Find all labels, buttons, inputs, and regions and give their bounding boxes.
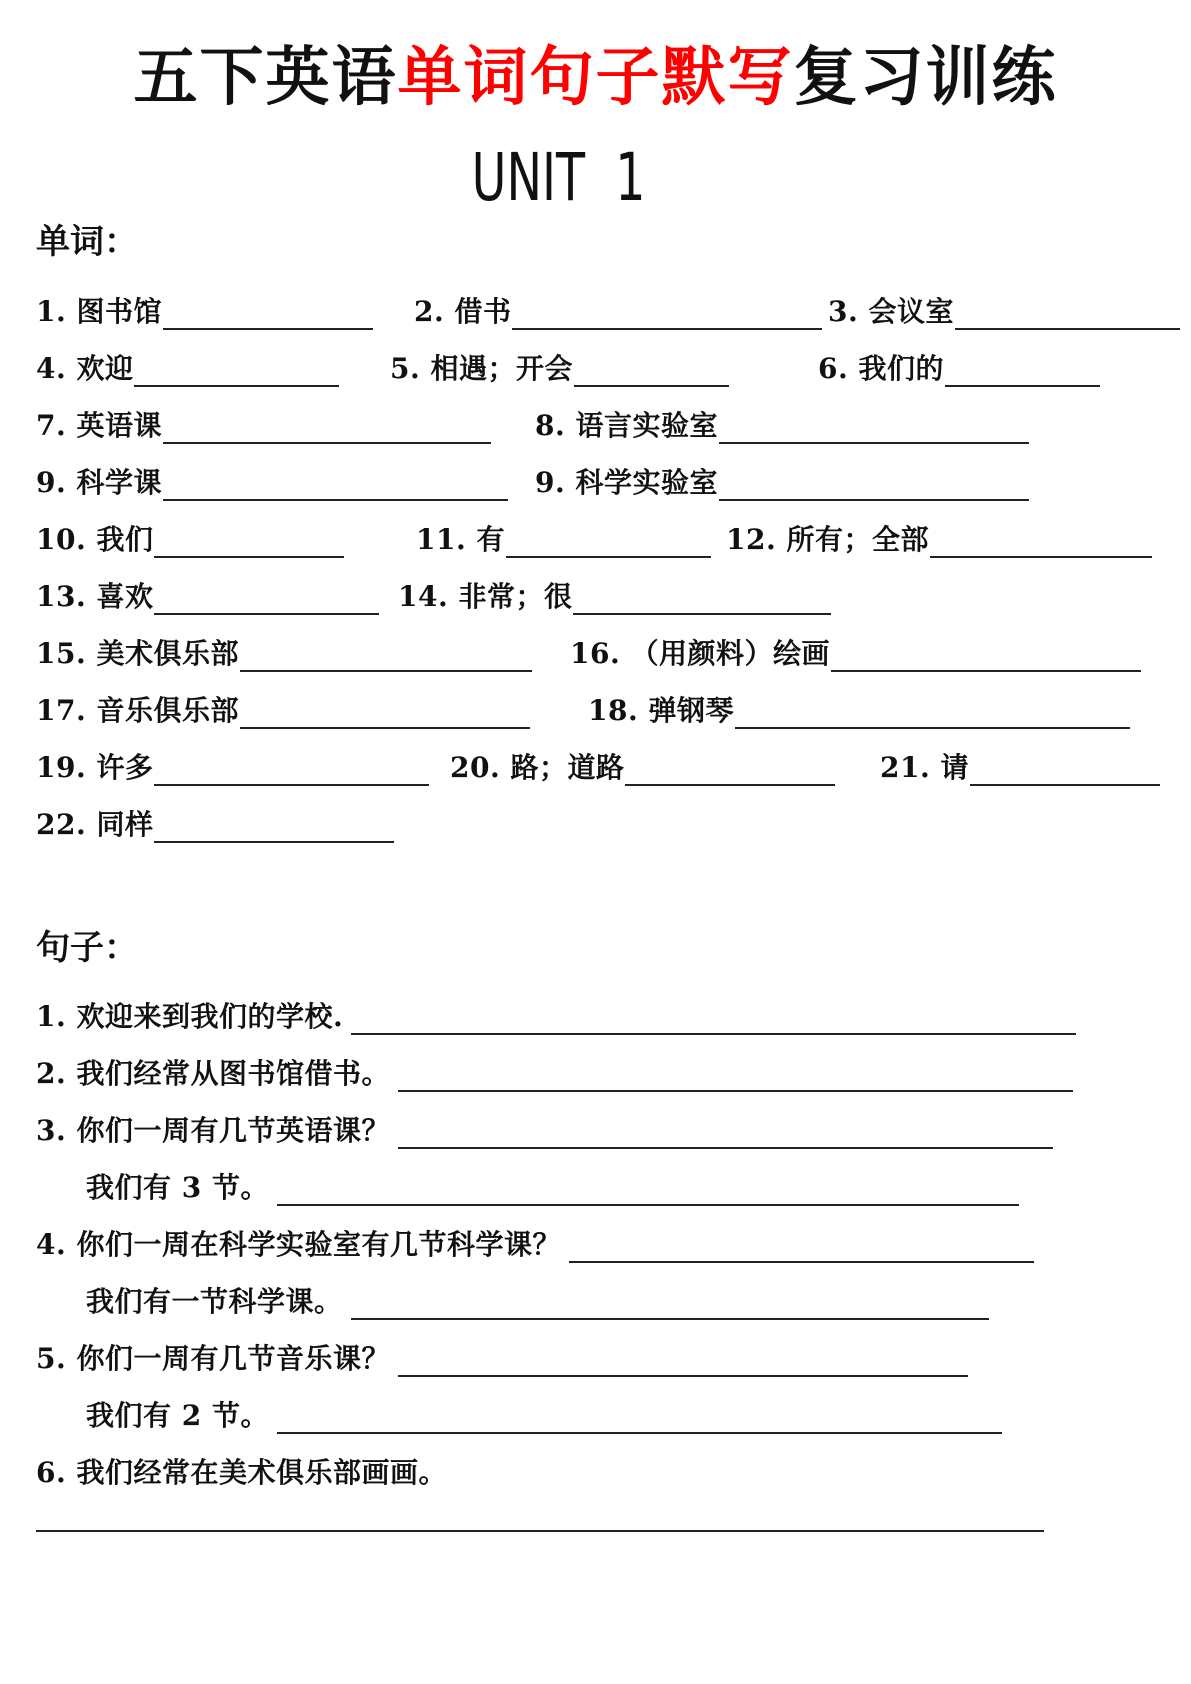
word-label: 7. 英语课 [36, 409, 162, 442]
answer-blank[interactable] [945, 351, 1100, 387]
word-row [0, 518, 1191, 558]
word-item [414, 290, 822, 330]
answer-blank[interactable] [512, 294, 822, 330]
sentence-item [86, 1280, 989, 1320]
answer-blank[interactable] [351, 1284, 989, 1320]
word-label: 9. 科学实验室 [535, 466, 718, 499]
word-label: 6. 我们的 [818, 352, 944, 385]
word-item [36, 461, 508, 501]
title-part-2-highlight: 单词句子默写 [397, 41, 794, 115]
word-item [36, 347, 339, 387]
answer-blank[interactable] [955, 294, 1180, 330]
word-item [36, 632, 532, 672]
answer-blank[interactable] [154, 579, 379, 615]
sentence-row [0, 1337, 1191, 1377]
sentence-label: 5. 你们一周有几节音乐课？ [36, 1342, 390, 1375]
unit-heading: UNIT 1 [471, 139, 646, 216]
sentence-label: 1. 欢迎来到我们的学校. [36, 1000, 344, 1033]
word-row [0, 404, 1191, 444]
word-label: 21. 请 [880, 751, 969, 784]
word-item [535, 461, 1029, 501]
answer-blank[interactable] [625, 750, 835, 786]
word-item [880, 746, 1160, 786]
answer-blank[interactable] [569, 1227, 1034, 1263]
sentence-label: 我们有一节科学课。 [86, 1285, 343, 1318]
answer-blank[interactable] [134, 351, 339, 387]
answer-blank[interactable] [398, 1056, 1073, 1092]
word-label: 16. （用颜料）绘画 [570, 637, 830, 670]
word-item [535, 404, 1029, 444]
word-item [570, 632, 1141, 672]
sentence-item [36, 1337, 968, 1377]
words-heading: 单词： [36, 222, 138, 262]
page-title [0, 38, 1191, 118]
word-item [36, 404, 491, 444]
sentences-heading: 句子： [36, 928, 138, 968]
sentence-label: 6. 我们经常在美术俱乐部画画。 [36, 1456, 447, 1489]
answer-blank[interactable] [573, 579, 831, 615]
word-row [0, 575, 1191, 615]
word-row [0, 689, 1191, 729]
word-label: 11. 有 [416, 523, 505, 556]
word-label: 4. 欢迎 [36, 352, 134, 385]
sentence-row [0, 1280, 1191, 1320]
word-item [390, 347, 729, 387]
word-row [0, 290, 1191, 330]
answer-blank[interactable] [154, 522, 344, 558]
word-label: 12. 所有；全部 [726, 523, 929, 556]
word-item [818, 347, 1100, 387]
sentence-label: 我们有 3 节。 [86, 1171, 269, 1204]
word-row [0, 461, 1191, 501]
answer-blank[interactable] [930, 522, 1152, 558]
sentence-row [0, 1052, 1191, 1092]
answer-blank[interactable] [719, 408, 1029, 444]
sentence-label: 4. 你们一周在科学实验室有几节科学课？ [36, 1228, 561, 1261]
sentence-item [36, 995, 1076, 1035]
answer-blank[interactable] [277, 1170, 1019, 1206]
sentence-row [0, 1109, 1191, 1149]
answer-blank[interactable] [970, 750, 1160, 786]
word-label: 9. 科学课 [36, 466, 162, 499]
word-label: 20. 路；道路 [450, 751, 625, 784]
answer-blank[interactable] [277, 1398, 1002, 1434]
word-item [398, 575, 831, 615]
answer-blank[interactable] [735, 693, 1130, 729]
answer-blank[interactable] [240, 693, 530, 729]
word-label: 2. 借书 [414, 295, 512, 328]
word-label: 17. 音乐俱乐部 [36, 694, 239, 727]
word-item [36, 575, 379, 615]
sentence-label: 3. 你们一周有几节英语课？ [36, 1114, 390, 1147]
word-label: 14. 非常；很 [398, 580, 573, 613]
answer-blank[interactable] [36, 1530, 1044, 1532]
sentence-label: 2. 我们经常从图书馆借书。 [36, 1057, 390, 1090]
word-label: 1. 图书馆 [36, 295, 162, 328]
word-label: 8. 语言实验室 [535, 409, 718, 442]
word-row [0, 746, 1191, 786]
word-label: 10. 我们 [36, 523, 154, 556]
sentence-row [0, 1223, 1191, 1263]
title-part-3: 复习训练 [793, 41, 1058, 115]
word-label: 5. 相遇；开会 [390, 352, 573, 385]
answer-blank[interactable] [398, 1113, 1053, 1149]
word-label: 18. 弹钢琴 [588, 694, 734, 727]
word-row [0, 803, 1191, 843]
sentence-item [36, 1109, 1053, 1149]
word-item [450, 746, 835, 786]
word-item [36, 803, 394, 843]
answer-blank[interactable] [154, 750, 429, 786]
word-item [416, 518, 711, 558]
word-label: 3. 会议室 [828, 295, 954, 328]
word-label: 19. 许多 [36, 751, 154, 784]
answer-blank[interactable] [240, 636, 532, 672]
word-item [726, 518, 1152, 558]
word-row [0, 347, 1191, 387]
sentence-row [0, 1394, 1191, 1434]
word-label: 15. 美术俱乐部 [36, 637, 239, 670]
word-item [588, 689, 1130, 729]
answer-blank[interactable] [506, 522, 711, 558]
word-item [828, 290, 1180, 330]
word-item [36, 689, 530, 729]
word-item [36, 518, 344, 558]
sentence-item [86, 1166, 1019, 1206]
answer-blank[interactable] [574, 351, 729, 387]
word-item [36, 290, 373, 330]
sentence-row [0, 1166, 1191, 1206]
title-part-1: 五下英语 [133, 41, 398, 115]
sentence-item [86, 1394, 1002, 1434]
sentence-label: 我们有 2 节。 [86, 1399, 269, 1432]
sentence-item [36, 1451, 447, 1491]
answer-blank[interactable] [351, 999, 1076, 1035]
answer-blank[interactable] [719, 465, 1029, 501]
word-label: 22. 同样 [36, 808, 154, 841]
answer-blank[interactable] [163, 465, 508, 501]
answer-blank[interactable] [398, 1341, 968, 1377]
word-row [0, 632, 1191, 672]
answer-blank[interactable] [154, 807, 394, 843]
sentence-item [36, 1052, 1073, 1092]
answer-blank[interactable] [831, 636, 1141, 672]
answer-blank[interactable] [163, 294, 373, 330]
word-item [36, 746, 429, 786]
sentence-row [0, 1451, 1191, 1491]
sentence-item [36, 1223, 1034, 1263]
sentence-row [0, 995, 1191, 1035]
word-label: 13. 喜欢 [36, 580, 154, 613]
answer-blank[interactable] [163, 408, 491, 444]
